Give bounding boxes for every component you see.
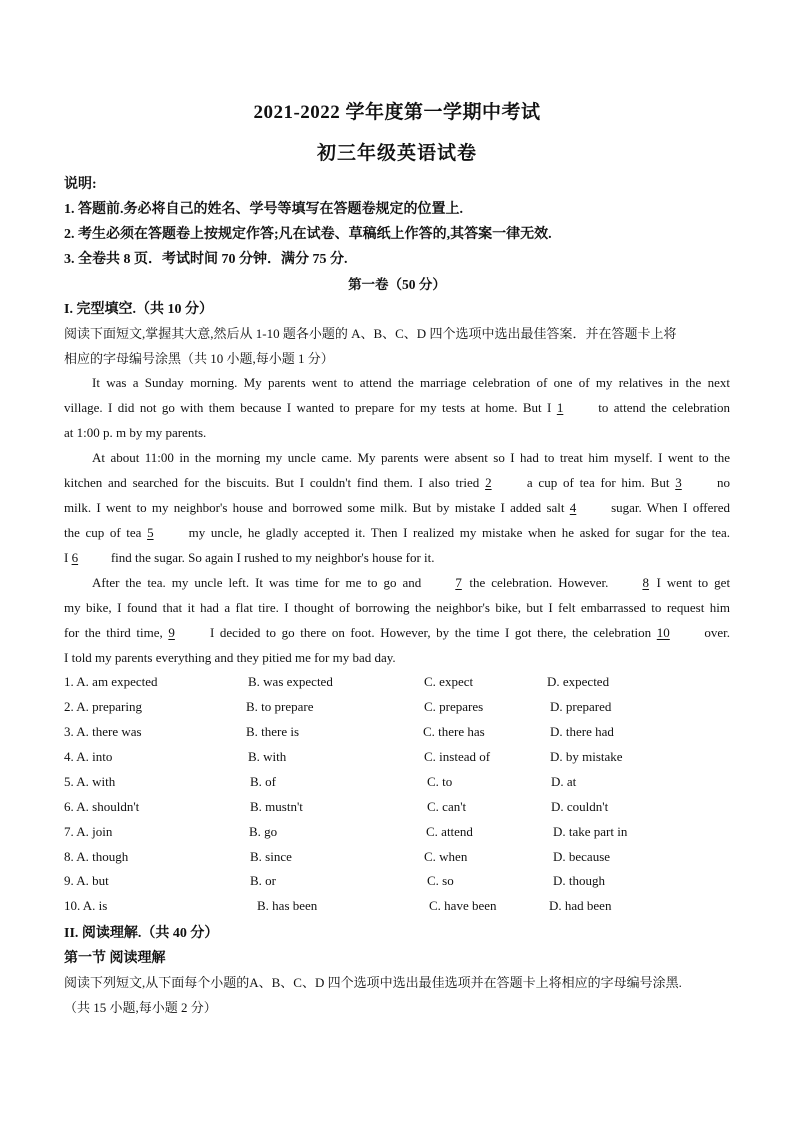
passage-line bbox=[64, 595, 730, 620]
passage-text: my uncle, he gladly accepted it. Then I realized my mistake when he asked for sugar for the tea. bbox=[188, 525, 731, 540]
blank-3: 3 bbox=[675, 475, 682, 490]
option-a: 8. A. though bbox=[64, 849, 129, 864]
option-a: 1. A. am expected bbox=[64, 674, 158, 689]
option-b: B. there is bbox=[246, 724, 300, 739]
passage-text: At about 11:00 in the morning my uncle came. My parents were absent so I had to treat him myself. I went to the bbox=[92, 450, 730, 465]
passage-text: I bbox=[64, 550, 69, 565]
passage-line bbox=[64, 445, 730, 470]
blank-6: 6 bbox=[71, 550, 79, 565]
option-c: C. prepares bbox=[424, 699, 484, 714]
option-b: B. mustn't bbox=[250, 799, 303, 814]
option-b: B. was expected bbox=[248, 674, 333, 689]
section-2-directions: （共 15 小题,每小题 2 分） bbox=[64, 1000, 217, 1015]
section-2-heading: II. 阅读理解.（共 40 分） bbox=[64, 926, 219, 941]
passage-line bbox=[64, 570, 730, 595]
passage-line bbox=[64, 620, 730, 645]
option-a: 6. A. shouldn't bbox=[64, 799, 140, 814]
passage-line bbox=[64, 545, 730, 570]
option-d: D. take part in bbox=[553, 824, 628, 839]
option-c: C. expect bbox=[424, 674, 474, 689]
option-a: 10. A. is bbox=[64, 898, 108, 913]
page-subtitle: 初三年级英语试卷 bbox=[316, 143, 477, 164]
instruction-item: 1. 答题前.务必将自己的姓名、学号等填写在答题卷规定的位置上. bbox=[64, 202, 463, 217]
passage-text: to attend the celebration bbox=[598, 400, 730, 415]
option-b: B. has been bbox=[257, 898, 318, 913]
option-d: D. there had bbox=[550, 724, 614, 739]
option-a: 4. A. into bbox=[64, 749, 113, 764]
blank-9: 9 bbox=[168, 625, 175, 640]
passage-text: the cup of tea bbox=[64, 525, 142, 540]
option-c: C. to bbox=[427, 774, 453, 789]
blank-8: 8 bbox=[642, 575, 649, 590]
passage-text: for the third time, bbox=[64, 625, 163, 640]
option-c: C. when bbox=[424, 849, 468, 864]
option-d: D. because bbox=[553, 849, 611, 864]
passage-text: no bbox=[717, 475, 731, 490]
option-b: B. with bbox=[248, 749, 287, 764]
passage-text: village. I did not go with them because I wanted to prepare for my tests at home. But I bbox=[64, 400, 552, 415]
passage-text: I decided to go there on foot. However, by the time I got there, the celebration bbox=[209, 625, 652, 640]
option-d: D. by mistake bbox=[550, 749, 623, 764]
passage-line bbox=[64, 470, 730, 495]
option-b: B. or bbox=[250, 873, 276, 888]
option-a: 5. A. with bbox=[64, 774, 116, 789]
section-1-directions: 相应的字母编号涂黑（共 10 小题,每小题 1 分） bbox=[64, 351, 334, 366]
option-c: C. attend bbox=[426, 824, 473, 839]
passage-text: a cup of tea for him. But bbox=[526, 475, 670, 490]
section-2-directions: 阅读下列短文,从下面每个小题的A、B、C、D 四个选项中选出最佳选项并在答题卡上将相应的字母编号涂黑. bbox=[64, 975, 682, 990]
instructions-heading: 说明: bbox=[64, 177, 97, 192]
blank-2: 2 bbox=[485, 475, 492, 490]
passage-text: over. bbox=[704, 625, 731, 640]
option-d: D. though bbox=[553, 873, 605, 888]
passage-text: at 1:00 p. m by my parents. bbox=[64, 425, 207, 440]
blank-1: 1 bbox=[556, 400, 564, 415]
option-b: B. of bbox=[250, 774, 276, 789]
page-title: 2021-2022 学年度第一学期中考试 bbox=[253, 102, 541, 123]
blank-10: 10 bbox=[656, 625, 670, 640]
passage-text: milk. I went to my neighbor's house and borrowed some milk. But by mistake I added salt bbox=[64, 500, 565, 515]
option-a: 9. A. but bbox=[64, 873, 109, 888]
option-b: B. to prepare bbox=[246, 699, 314, 714]
option-c: C. so bbox=[427, 873, 454, 888]
passage-text: After the tea. my uncle left. It was time for me to go and bbox=[92, 575, 422, 590]
passage-text: sugar. When I offered bbox=[611, 500, 731, 515]
option-c: C. can't bbox=[427, 799, 467, 814]
passage-text: the celebration. However. bbox=[469, 575, 609, 590]
passage-text: kitchen and searched for the biscuits. But I couldn't find them. I also tried bbox=[64, 475, 480, 490]
passage-line bbox=[64, 420, 730, 445]
option-d: D. couldn't bbox=[551, 799, 609, 814]
passage-text: my bike, I found that it had a flat tire. I thought of borrowing the neighbor's bike, but I felt embarrassed to request him bbox=[64, 600, 730, 615]
passage-line bbox=[64, 395, 730, 420]
option-c: C. there has bbox=[423, 724, 485, 739]
passage-text: It was a Sunday morning. My parents went to attend the marriage celebration of one of my relatives in the next bbox=[92, 375, 730, 390]
option-a: 3. A. there was bbox=[64, 724, 142, 739]
volume-title: 第一卷（50 分） bbox=[348, 277, 446, 292]
section-1-directions: 阅读下面短文,掌握其大意,然后从 1-10 题各小题的 A、B、C、D 四个选项中选出最佳答案．并在答题卡上将 bbox=[64, 326, 677, 341]
option-c: C. have been bbox=[429, 898, 497, 913]
option-c: C. instead of bbox=[424, 749, 491, 764]
blank-5: 5 bbox=[147, 525, 154, 540]
passage-line bbox=[64, 370, 730, 395]
instruction-item: 2. 考生必须在答题卷上按规定作答;凡在试卷、草稿纸上作答的,其答案一律无效. bbox=[64, 227, 552, 242]
passage-text: I told my parents everything and they pitied me for my bad day. bbox=[64, 650, 396, 665]
option-d: D. expected bbox=[547, 674, 610, 689]
option-a: 2. A. preparing bbox=[64, 699, 142, 714]
option-b: B. since bbox=[250, 849, 292, 864]
passage-line bbox=[64, 645, 730, 670]
passage-line bbox=[64, 495, 730, 520]
section-1-heading: I. 完型填空.（共 10 分） bbox=[64, 302, 213, 317]
option-d: D. at bbox=[551, 774, 577, 789]
option-a: 7. A. join bbox=[64, 824, 113, 839]
blank-4: 4 bbox=[569, 500, 577, 515]
section-2-subheading: 第一节 阅读理解 bbox=[64, 951, 166, 966]
passage-line bbox=[64, 520, 730, 545]
option-b: B. go bbox=[249, 824, 278, 839]
blank-7: 7 bbox=[455, 575, 462, 590]
passage-text: find the sugar. So again I rushed to my neighbor's house for it. bbox=[110, 550, 435, 565]
passage-text: I went to get bbox=[656, 575, 731, 590]
option-d: D. prepared bbox=[550, 699, 612, 714]
option-d: D. had been bbox=[549, 898, 612, 913]
instruction-item: 3. 全卷共 8 页．考试时间 70 分钟．满分 75 分. bbox=[64, 252, 348, 267]
